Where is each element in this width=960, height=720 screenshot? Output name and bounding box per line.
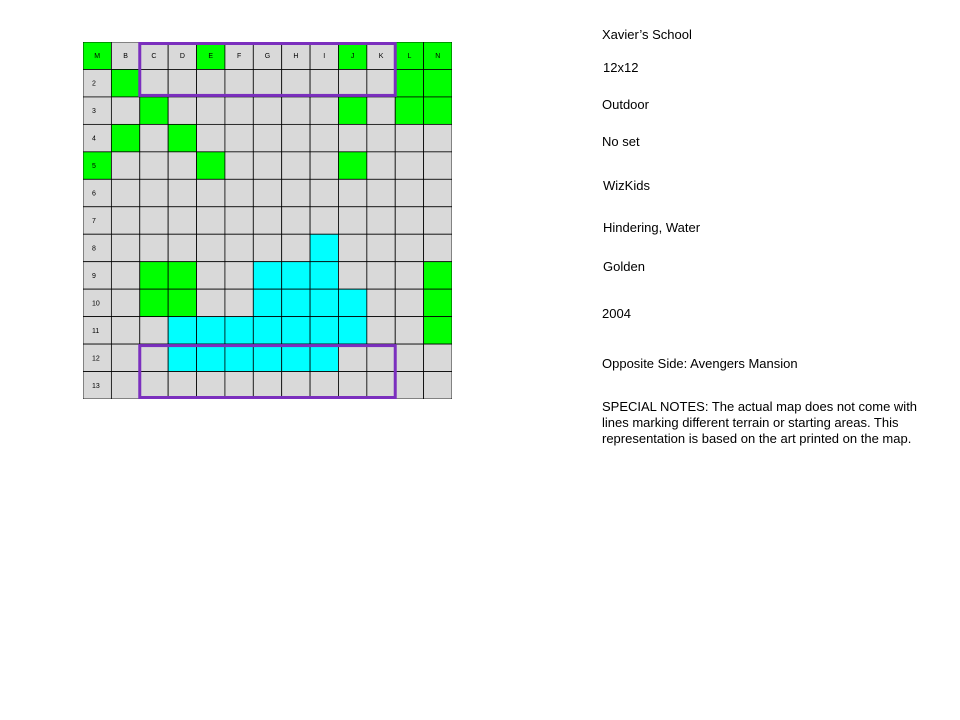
map-square-empty <box>338 372 366 399</box>
column-label: B <box>123 53 128 61</box>
map-square-empty <box>367 234 395 261</box>
map-square-empty <box>424 372 452 399</box>
map-square-empty <box>197 372 225 399</box>
map-square-empty <box>83 179 111 206</box>
map-square-hindering <box>338 97 366 124</box>
map-square-empty <box>197 207 225 234</box>
map-square-empty <box>225 179 253 206</box>
map-square-empty <box>111 234 139 261</box>
map-square-empty <box>282 69 310 96</box>
map-square-water <box>253 317 281 344</box>
map-square-empty <box>111 317 139 344</box>
map-square-water <box>282 344 310 371</box>
map-square-empty <box>111 372 139 399</box>
map-square-empty <box>83 207 111 234</box>
column-label: H <box>293 53 299 61</box>
map-square-hindering <box>168 262 196 289</box>
map-square-empty <box>338 344 366 371</box>
map-set: No set <box>602 134 640 149</box>
map-square-empty <box>140 317 168 344</box>
map-square-empty <box>338 124 366 151</box>
map-square-empty <box>424 152 452 179</box>
map-square-empty <box>225 234 253 261</box>
map-square-empty <box>140 344 168 371</box>
map-name: Xavier’s School <box>602 27 692 42</box>
map-square-empty <box>282 372 310 399</box>
map-square-empty <box>367 262 395 289</box>
map-square-empty <box>225 152 253 179</box>
map-square-empty <box>140 124 168 151</box>
map-size: 12x12 <box>603 60 639 75</box>
row-label: 6 <box>92 190 96 198</box>
map-square-empty <box>83 262 111 289</box>
column-label: L <box>407 53 412 61</box>
map-square-empty <box>168 179 196 206</box>
map-square-empty <box>140 179 168 206</box>
map-square-empty <box>395 372 423 399</box>
map-square-empty <box>282 124 310 151</box>
row-label: 2 <box>92 80 96 88</box>
column-label: G <box>264 53 271 61</box>
map-square-empty <box>225 372 253 399</box>
map-square-empty <box>197 69 225 96</box>
map-square-hindering <box>424 317 452 344</box>
row-label: 10 <box>92 300 100 308</box>
map-square-water <box>197 317 225 344</box>
map-square-hindering <box>111 69 139 96</box>
map-square-empty <box>168 372 196 399</box>
map-square-empty <box>367 179 395 206</box>
map-square-empty <box>367 344 395 371</box>
map-square-empty <box>310 179 338 206</box>
row-label: 3 <box>92 108 96 116</box>
map-square-empty <box>83 234 111 261</box>
map-square-empty <box>367 152 395 179</box>
map-square-hindering <box>140 97 168 124</box>
map-square-empty <box>140 372 168 399</box>
map-square-empty <box>225 262 253 289</box>
map-square-water <box>225 317 253 344</box>
map-square-hindering <box>395 69 423 96</box>
map-square-empty <box>424 234 452 261</box>
map-square-empty <box>197 289 225 316</box>
column-label: F <box>236 53 242 61</box>
map-square-empty <box>367 289 395 316</box>
map-square-hindering <box>83 152 111 179</box>
special-notes: SPECIAL NOTES: The actual map does not come with lines marking different terrain or starting areas. This representation is based on the art printed on the map. <box>602 399 918 446</box>
map-square-empty <box>338 262 366 289</box>
map-square-hindering <box>424 289 452 316</box>
map-publisher: WizKids <box>603 178 650 193</box>
map-square-empty <box>395 234 423 261</box>
map-square-empty <box>367 97 395 124</box>
map-terrain: Hindering, Water <box>603 220 701 235</box>
map-square-empty <box>225 207 253 234</box>
map-square-empty <box>367 207 395 234</box>
column-label: M <box>94 53 101 61</box>
map-square-empty <box>111 179 139 206</box>
map-square-empty <box>83 97 111 124</box>
map-setting: Outdoor <box>602 97 649 112</box>
map-square-empty <box>424 207 452 234</box>
map-square-empty <box>111 152 139 179</box>
row-label: 5 <box>92 163 96 171</box>
map-square-empty <box>395 289 423 316</box>
map-square-empty <box>338 179 366 206</box>
map-square-empty <box>282 234 310 261</box>
map-square-empty <box>395 262 423 289</box>
map-square-empty <box>168 97 196 124</box>
column-label: D <box>179 53 185 61</box>
map-square-empty <box>310 124 338 151</box>
map-year: 2004 <box>602 306 631 321</box>
map-square-hindering <box>395 97 423 124</box>
row-label: 12 <box>92 355 100 363</box>
map-square-hindering <box>140 262 168 289</box>
map-square-empty <box>310 97 338 124</box>
map-square-empty <box>310 207 338 234</box>
map-square-empty <box>310 152 338 179</box>
map-square-hindering <box>111 124 139 151</box>
row-label: 8 <box>92 245 96 253</box>
map-square-empty <box>111 344 139 371</box>
row-label: 7 <box>92 218 96 225</box>
map-square-empty <box>338 234 366 261</box>
map-square-water <box>282 317 310 344</box>
map-square-empty <box>111 289 139 316</box>
map-square-empty <box>197 124 225 151</box>
map-square-water <box>282 289 310 316</box>
map-square-empty <box>197 262 225 289</box>
map-square-water <box>310 234 338 261</box>
map-square-empty <box>424 124 452 151</box>
map-square-water <box>338 317 366 344</box>
map-square-water <box>310 289 338 316</box>
map-square-hindering <box>140 289 168 316</box>
map-square-empty <box>282 207 310 234</box>
map-square-empty <box>168 234 196 261</box>
column-label: J <box>350 53 355 61</box>
map-square-water <box>310 262 338 289</box>
map-square-water <box>253 289 281 316</box>
map-square-empty <box>282 97 310 124</box>
map-square-water <box>253 344 281 371</box>
map-square-water <box>168 344 196 371</box>
row-label: 13 <box>92 382 100 390</box>
map-square-water <box>253 262 281 289</box>
map-square-empty <box>168 69 196 96</box>
map-square-empty <box>140 69 168 96</box>
map-square-empty <box>395 152 423 179</box>
map-square-empty <box>282 152 310 179</box>
column-label: C <box>151 53 157 61</box>
map-grid <box>83 42 452 399</box>
map-square-empty <box>253 372 281 399</box>
map-square-empty <box>367 372 395 399</box>
map-square-empty <box>338 69 366 96</box>
map-square-empty <box>310 372 338 399</box>
map-square-empty <box>310 69 338 96</box>
map-square-empty <box>83 69 111 96</box>
map-square-empty <box>424 179 452 206</box>
column-label: I <box>323 53 326 61</box>
map-square-hindering <box>424 69 452 96</box>
map-square-empty <box>83 124 111 151</box>
map-age: Golden <box>603 259 645 274</box>
map-square-empty <box>253 69 281 96</box>
map-square-empty <box>253 234 281 261</box>
row-label: 4 <box>92 135 96 143</box>
map-square-empty <box>367 124 395 151</box>
map-square-empty <box>338 207 366 234</box>
map-square-hindering <box>424 97 452 124</box>
map-square-water <box>310 344 338 371</box>
map-square-empty <box>253 124 281 151</box>
map-square-hindering <box>197 152 225 179</box>
map-square-empty <box>111 262 139 289</box>
row-label: 11 <box>92 327 100 335</box>
map-square-empty <box>282 179 310 206</box>
map-square-empty <box>253 179 281 206</box>
map-square-hindering <box>168 289 196 316</box>
map-square-water <box>338 289 366 316</box>
map-square-empty <box>253 152 281 179</box>
map-square-empty <box>225 289 253 316</box>
map-square-water <box>225 344 253 371</box>
map-square-empty <box>140 152 168 179</box>
map-square-empty <box>253 207 281 234</box>
map-opposite-side: Opposite Side: Avengers Mansion <box>602 356 798 371</box>
map-square-empty <box>225 69 253 96</box>
map-square-hindering <box>338 152 366 179</box>
map-square-empty <box>253 97 281 124</box>
map-square-empty <box>395 179 423 206</box>
map-square-empty <box>367 69 395 96</box>
map-square-empty <box>395 344 423 371</box>
map-square-empty <box>140 207 168 234</box>
map-square-hindering <box>168 124 196 151</box>
map-square-empty <box>140 234 168 261</box>
map-square-water <box>197 344 225 371</box>
map-square-empty <box>424 344 452 371</box>
column-label: E <box>208 53 214 61</box>
map-square-empty <box>395 207 423 234</box>
map-square-empty <box>225 97 253 124</box>
column-label: N <box>435 53 441 61</box>
map-svg <box>83 42 452 399</box>
map-square-empty <box>168 207 196 234</box>
row-label: 9 <box>92 272 96 280</box>
map-square-empty <box>197 179 225 206</box>
column-label: K <box>378 53 384 61</box>
map-square-empty <box>197 97 225 124</box>
map-square-empty <box>225 124 253 151</box>
map-square-empty <box>367 317 395 344</box>
map-square-empty <box>395 317 423 344</box>
map-square-water <box>168 317 196 344</box>
map-square-empty <box>395 124 423 151</box>
map-square-water <box>282 262 310 289</box>
map-square-hindering <box>424 262 452 289</box>
map-square-water <box>310 317 338 344</box>
map-square-empty <box>197 234 225 261</box>
map-square-empty <box>111 207 139 234</box>
map-square-empty <box>111 97 139 124</box>
map-square-empty <box>168 152 196 179</box>
